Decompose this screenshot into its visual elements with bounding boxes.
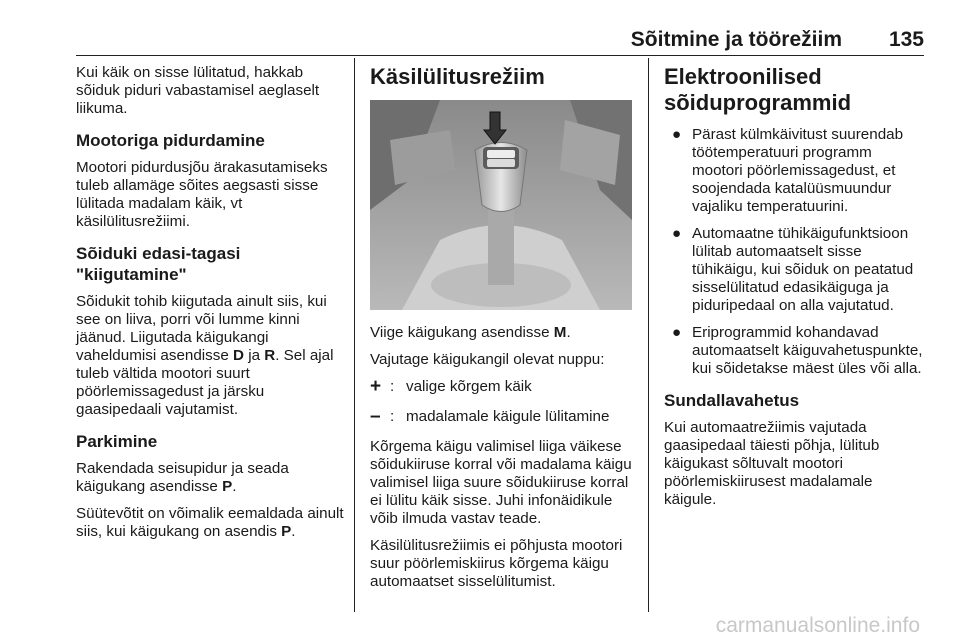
header-title: Sõitmine ja töörežiim — [630, 28, 842, 51]
engine-braking-text: Mootori pidurdusjõu ärakasutamiseks tuleb allamäge sõites aegsasti sisse lülitada madalam käik, vt käsilülitusrežiimi. — [76, 159, 328, 230]
header-rule — [76, 55, 924, 56]
heading-electronic-programs: Elektroonilised sõiduprogrammid — [664, 64, 852, 115]
heading-parking: Parkimine — [76, 432, 158, 451]
footer-watermark: carmanualsonline.info — [715, 614, 920, 637]
minus-icon: – — [370, 406, 381, 427]
parking-text-2: Süütevõtit on võimalik eemaldada ainult siis, kui käigukang on asendis P. — [76, 505, 344, 540]
manual-mode-text-3: Kõrgema käigu valimisel liiga väikese sõidukiiruse korral või madalama käigu valimisel liiga suure sõidukiiruse korral ei lülitu käik sisse. Juhi infonäidikule võib ilmuda vastav teade. — [370, 438, 632, 527]
minus-description: madalamale käigule lülitamine — [406, 408, 610, 425]
bullet-icon: ● — [672, 324, 682, 341]
list-item: ● Automaatne tühikäigufunktsioon lülitab automaatselt sisse tühikäigu, kui sõiduk on peatatud sisselülitatud edasikäiguga ja piduripedaal on alla vajutatud. — [672, 225, 914, 314]
heading-kickdown: Sundallavahetus — [664, 391, 800, 410]
gear-lever-photo — [370, 100, 632, 310]
rocking-text: Sõidukit tohib kiigutada ainult siis, kui see on liiva, porri või lumme kinni jäänud. Liigutada käigukangi vaheldumisi asendisse D ja R. Sel ajal tuleb vältida mootori suurt pöörlemissagedust ja järsku gaasipedaali vajutamist. — [76, 293, 334, 418]
kickdown-text: Kui automaatrežiimis vajutada gaasipedaal täiesti põhja, lülitub käigukast sõltuvalt mootori pöörlemiskiirusest madalamale käigule. — [664, 419, 880, 508]
column-divider-2 — [648, 58, 649, 612]
manual-mode-text-4: Käsilülitusrežiimis ei põhjusta mootori suur pöörlemiskiirus kõrgema käigu automaatset sisselülitumist. — [370, 537, 623, 590]
column-2 — [370, 64, 634, 600]
heading-rocking: Sõiduki edasi-tagasi "kiigutamine" — [76, 244, 241, 284]
plus-description: valige kõrgem käik — [406, 378, 532, 395]
page-header — [76, 28, 924, 50]
bullet-icon: ● — [672, 126, 682, 143]
electronic-programs-list — [664, 126, 926, 378]
heading-engine-braking: Mootoriga pidurdamine — [76, 131, 265, 150]
intro-paragraph: Kui käik on sisse lülitatud, hakkab sõiduk piduri vabastamisel aeglaselt liikuma. — [76, 64, 320, 117]
plus-icon: + — [370, 376, 382, 397]
page-number: 135 — [888, 28, 924, 51]
column-3 — [664, 64, 926, 518]
list-item: ● Eriprogrammid kohandavad automaatselt käiguvahetuspunkte, kui sõidetakse mäest üles või alla. — [672, 324, 923, 377]
parking-text-1: Rakendada seisupidur ja seada käigukang asendisse P. — [76, 460, 289, 495]
plus-button-row: + : valige kõrgem käik — [370, 376, 532, 397]
manual-mode-text-1: Viige käigukang asendisse M. — [370, 324, 571, 341]
column-1 — [76, 64, 344, 550]
column-divider-1 — [354, 58, 355, 612]
manual-mode-text-2: Vajutage käigukangil olevat nuppu: — [370, 351, 605, 368]
list-item: ● Pärast külmkäivitust suurendab töötemperatuuri programm mootori pöörlemissagedust, et soojendada katalüüsmuundur vajaliku temperatuurini. — [672, 126, 904, 215]
bullet-icon: ● — [672, 225, 682, 242]
heading-manual-mode: Käsilülitusrežiim — [370, 64, 545, 89]
minus-button-row: – : madalamale käigule lülitamine — [370, 406, 610, 427]
